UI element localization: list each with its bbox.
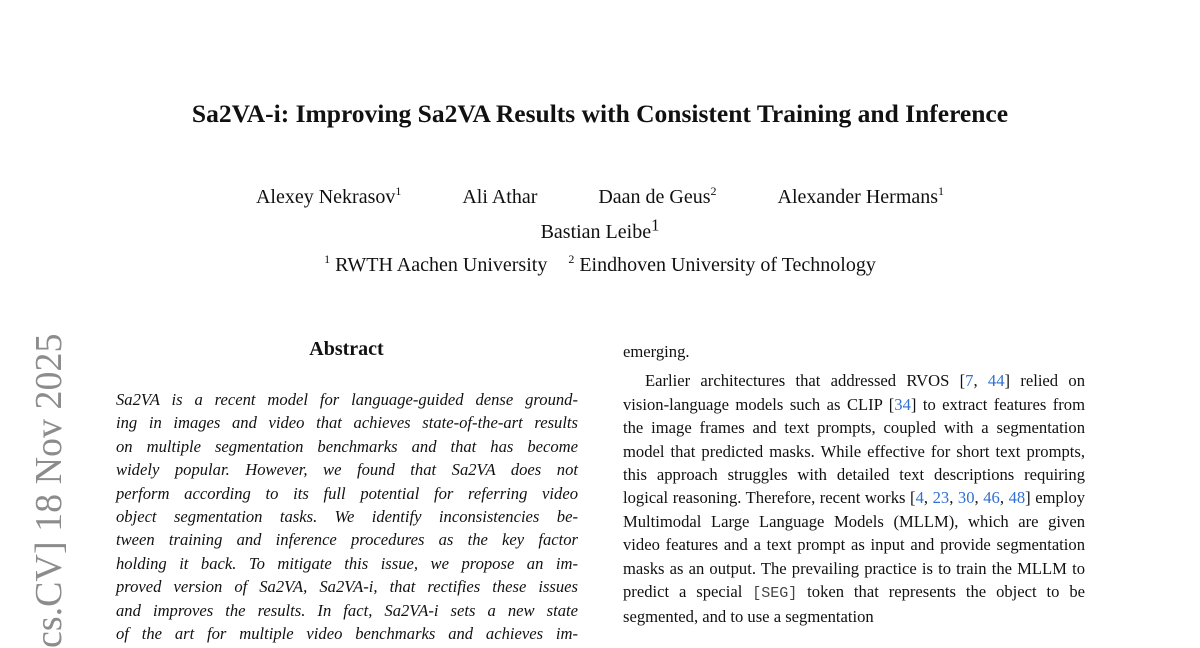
author xyxy=(778,178,945,211)
author-block xyxy=(0,178,1200,279)
body-paragraph: emerging. xyxy=(623,342,690,361)
abstract-line: perform according to its full potential for referring video xyxy=(116,483,578,503)
abstract-line: Sa2VA is a recent model for language-guided dense ground- xyxy=(116,390,578,409)
affiliation-number: 2 xyxy=(568,251,575,266)
citation-link[interactable]: 34 xyxy=(894,394,911,414)
author xyxy=(598,178,716,211)
body-text: ] to extract features from the image frames and text prompts, coupled with a segmentation model that predicted masks. While effective for short text prompts, this approach struggles with detailed text descriptions requiring logical reasoning. Therefore, recent works [ xyxy=(623,394,1085,508)
author xyxy=(540,215,660,243)
affiliation-name: Eindhoven University of Technology xyxy=(579,253,876,276)
body-column xyxy=(623,340,1085,629)
author-row xyxy=(0,178,1200,211)
arxiv-stamp: cs.CV] 18 Nov 2025 xyxy=(28,333,70,648)
seg-token: [SEG] xyxy=(752,585,798,603)
author xyxy=(462,184,537,211)
citation-link[interactable]: 44 xyxy=(987,371,1005,391)
affiliation xyxy=(568,246,876,279)
author-name: Alexey Nekrasov xyxy=(255,186,396,208)
body-text: ] employ Multimodal Large Language Models (MLLM), which are given video features and a text prompt as input and provide segmentation masks as an output. The prevailing practice is to train the MLLM to predict a special xyxy=(623,488,1086,602)
abstract-line: proved version of Sa2VA, Sa2VA-i, that rectifies these issues xyxy=(116,577,578,597)
body-text: token that represents the object to be segmented, and to use a segmentation xyxy=(623,582,1085,627)
abstract-line: holding it back. To mitigate this issue, we propose an im- xyxy=(116,553,578,573)
citation-link[interactable]: 4 xyxy=(915,488,924,508)
author-row xyxy=(0,211,1200,246)
author-affiliation-mark: 1 xyxy=(651,215,660,234)
paper-title: Sa2VA-i: Improving Sa2VA Results with Consistent Training and Inference xyxy=(191,99,1009,128)
abstract-line: of the art for multiple video benchmarks and achieves im- xyxy=(116,624,578,644)
affiliation-name: RWTH Aachen University xyxy=(335,253,548,276)
author-affiliation-mark: 1 xyxy=(395,184,402,198)
body-text: ] relied on vision-language models such as CLIP [ xyxy=(623,371,1085,414)
body-text: Earlier architectures that addressed RVOS [ xyxy=(645,371,966,391)
abstract-line: widely popular. However, we found that Sa2VA does not xyxy=(116,460,578,480)
author-name: Ali Athar xyxy=(462,186,538,208)
abstract-body xyxy=(116,388,578,645)
affiliation-row xyxy=(0,246,1200,279)
abstract-line: tween training and inference procedures as the key factor xyxy=(116,530,578,550)
citation-link[interactable]: 23 xyxy=(932,488,950,508)
author-affiliation-mark: 1 xyxy=(938,184,945,198)
affiliation xyxy=(324,246,547,279)
abstract-heading: Abstract xyxy=(309,338,384,360)
abstract-line: and improves the results. In fact, Sa2VA-i sets a new state xyxy=(116,600,578,620)
author-name: Alexander Hermans xyxy=(777,186,939,208)
citation-link[interactable]: 46 xyxy=(983,488,1000,508)
abstract-line: on multiple segmentation benchmarks and that has become xyxy=(116,436,578,456)
citation-link[interactable]: 30 xyxy=(957,488,975,508)
affiliation-number: 1 xyxy=(324,251,331,266)
author-name: Daan de Geus xyxy=(598,186,711,208)
author-name: Bastian Leibe xyxy=(540,220,652,243)
citation-link[interactable]: 7 xyxy=(965,371,974,391)
citation-link[interactable]: 48 xyxy=(1008,488,1026,508)
body-paragraph: Earlier architectures that addressed RVOS [7, 44] relied on vision-language models such as CLIP [34] to extract features from the image frames and text prompts, coupled with a segmentation model that predicted masks. While effective for short text prompts, this approach struggles with detailed text descriptions requiring logical reasoning. Therefore, recent works [4, 23, 30, 46, 48] employ Multimodal Large Language Models (MLLM), which are given video features and a text prompt as input and provide segmentation masks as an output. The prevailing practice is to train the MLLM to predict a special [SEG] token that represents the object to be segmented, and to use a segmentation xyxy=(623,371,1086,627)
abstract-line: ing in images and video that achieves state-of-the-art results xyxy=(116,413,578,433)
author xyxy=(256,178,401,211)
abstract-line: object segmentation tasks. We identify inconsistencies be- xyxy=(116,507,578,527)
body-text: , xyxy=(973,371,988,391)
author-affiliation-mark: 2 xyxy=(710,184,717,198)
